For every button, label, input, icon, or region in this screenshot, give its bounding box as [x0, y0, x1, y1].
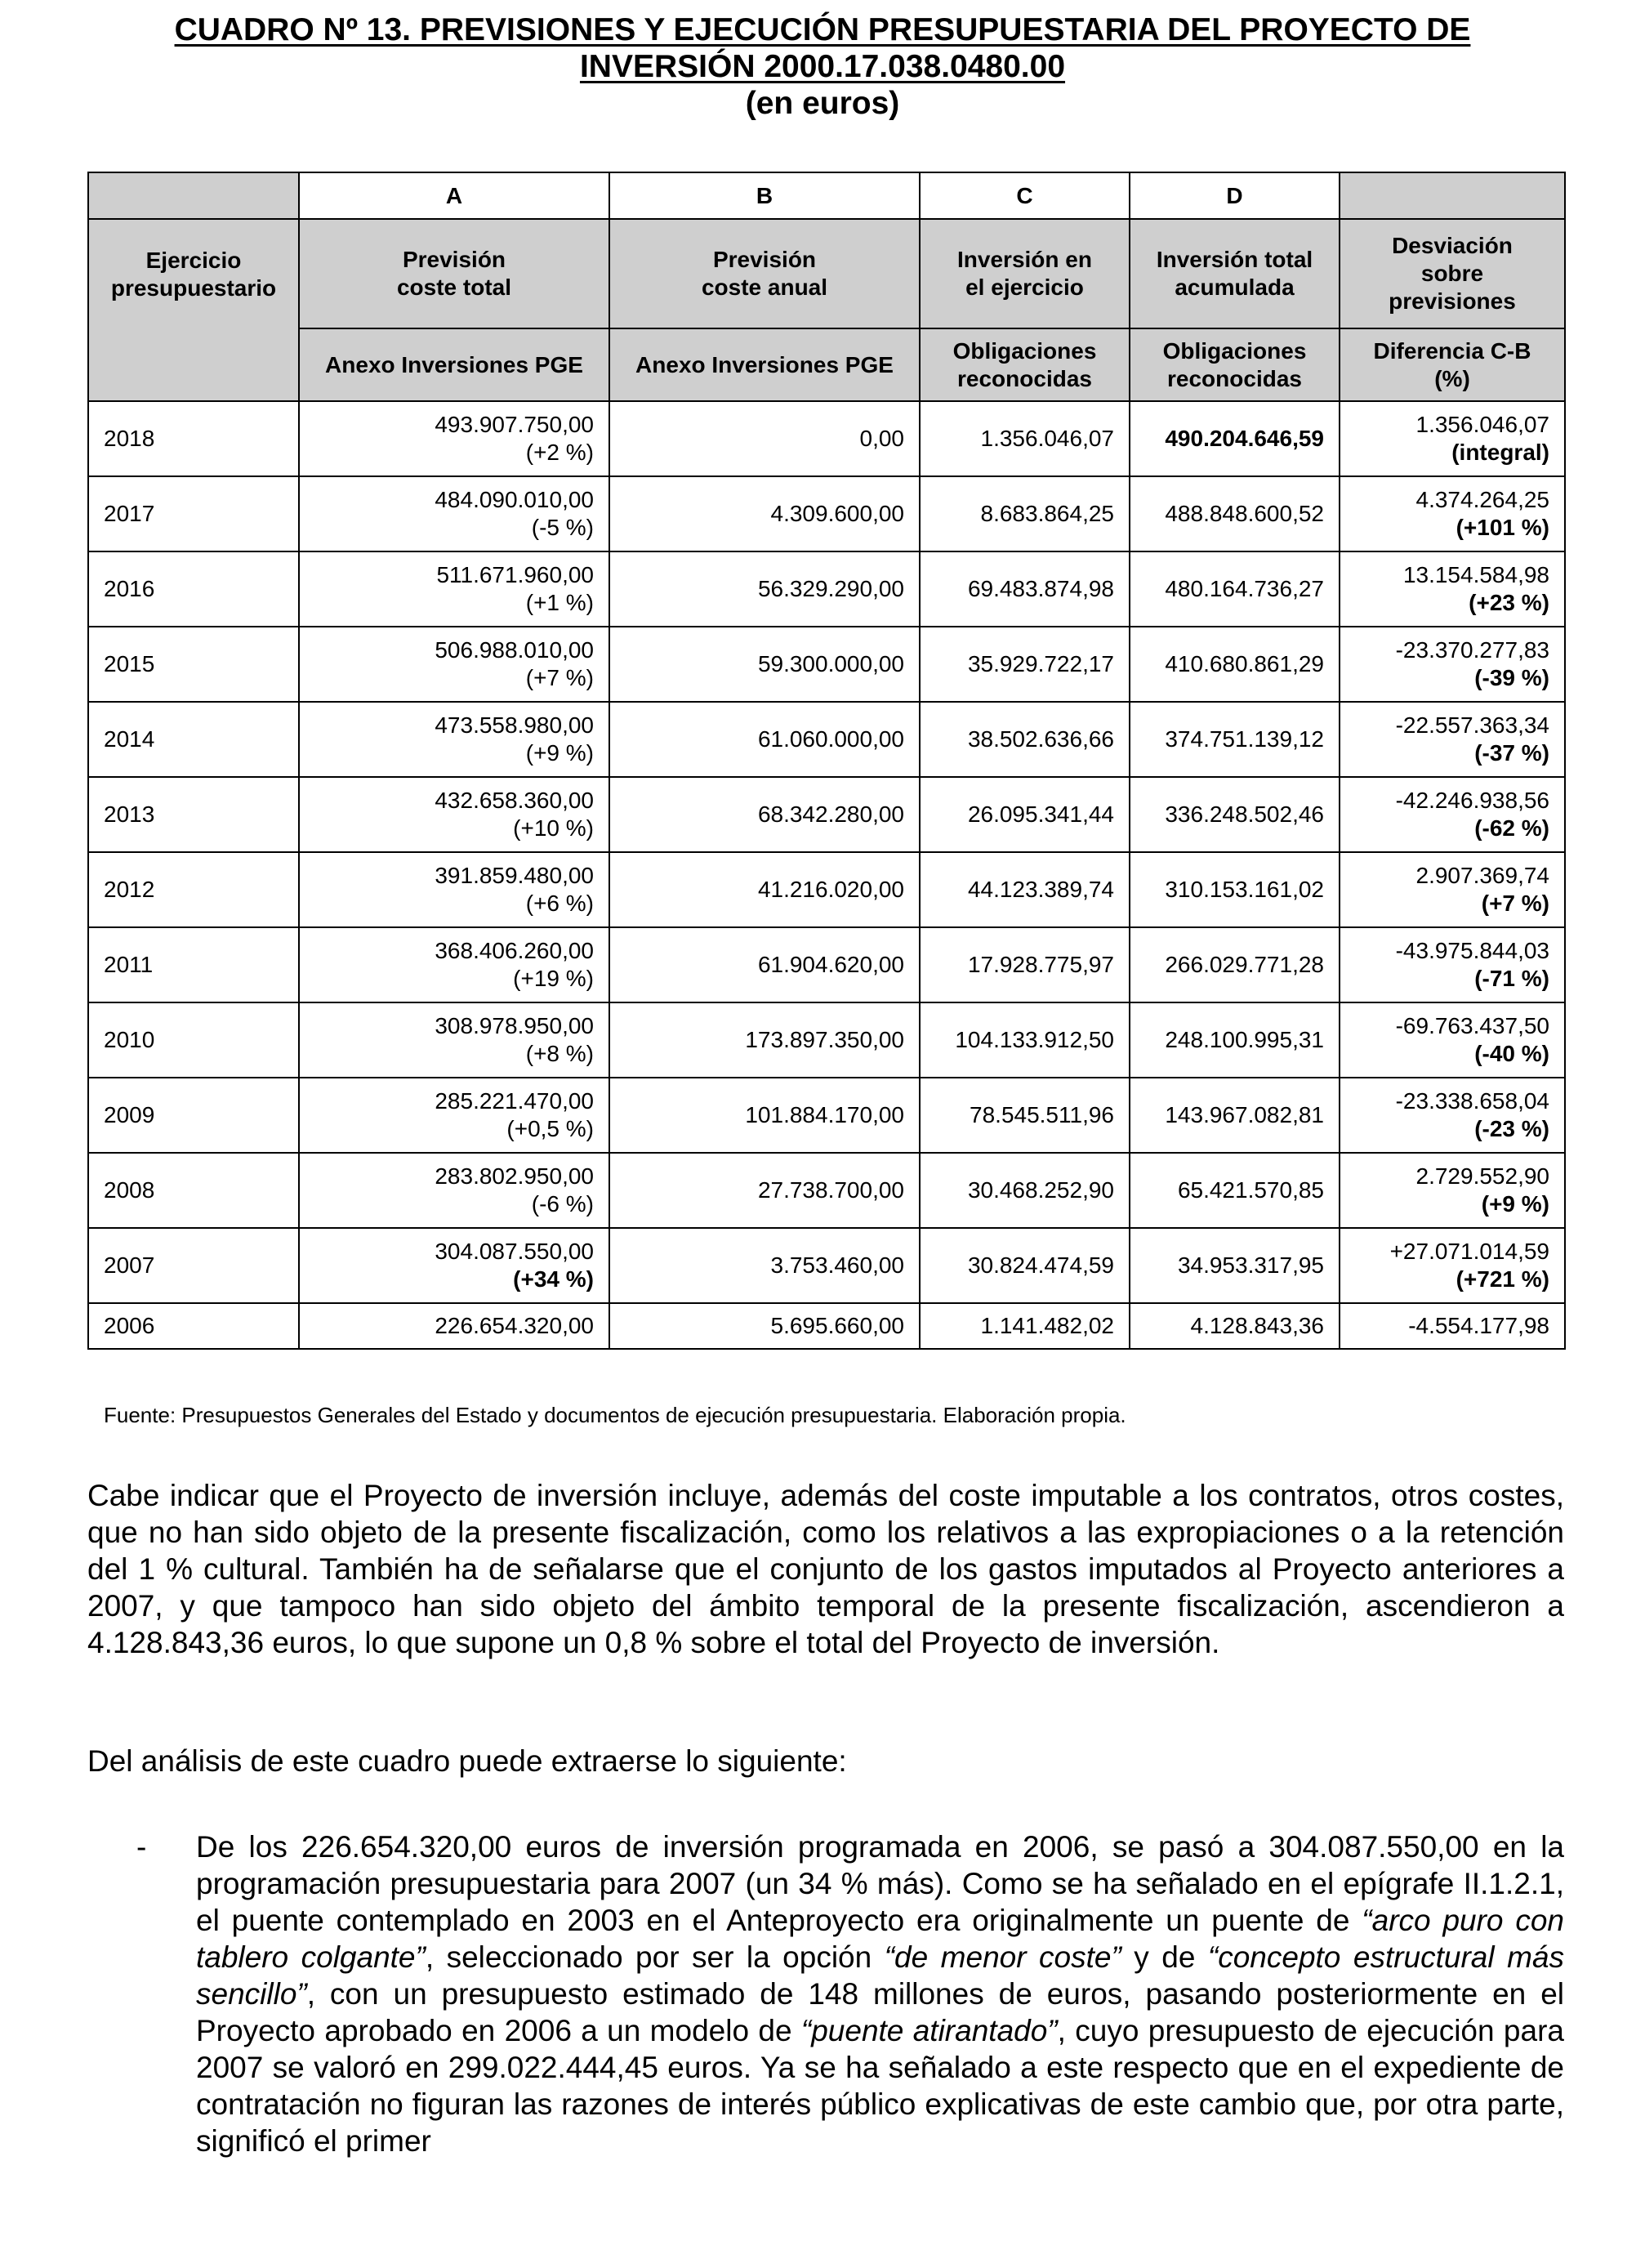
- header-inversion-ejercicio: Inversión en el ejercicio: [920, 219, 1130, 328]
- table-row: [88, 1078, 1565, 1153]
- year-cell: 2010: [88, 1002, 299, 1078]
- header-row: [88, 219, 1565, 328]
- inversion-ejercicio-cell: 104.133.912,50: [920, 1002, 1130, 1078]
- inversion-ejercicio-cell: 1.356.046,07: [920, 401, 1130, 476]
- inversion-ejercicio-cell: 26.095.341,44: [920, 777, 1130, 852]
- inversion-ejercicio-cell: 30.824.474,59: [920, 1228, 1130, 1303]
- table-row: [88, 476, 1565, 551]
- prevision-anual-cell: 59.300.000,00: [609, 627, 920, 702]
- title-line-1: CUADRO Nº 13. PREVISIONES Y EJECUCIÓN PRESUPUESTARIA DEL PROYECTO DE: [174, 12, 1471, 47]
- inversion-ejercicio-cell: 35.929.722,17: [920, 627, 1130, 702]
- inversion-acumulada-cell: 310.153.161,02: [1130, 852, 1340, 927]
- table-row: [88, 551, 1565, 627]
- paragraph-1: Cabe indicar que el Proyecto de inversión incluye, además del coste imputable a los contratos, otros costes, que no han sido objeto de la presente fiscalización, como los relativos a las expropiaciones o a la retención del 1 % cultural. También ha de señalarse que el conjunto de los gastos imputados al Proyecto anteriores a 2007, y que tampoco han sido objeto del ámbito temporal de la presente fiscalización, ascendieron a 4.128.843,36 euros, lo que supone un 0,8 % sobre el total del Proyecto de inversión.: [87, 1479, 1564, 1659]
- table-row: [88, 927, 1565, 1002]
- prevision-total-cell: 473.558.980,00 (+9 %): [299, 702, 609, 777]
- prevision-anual-cell: 5.695.660,00: [609, 1303, 920, 1349]
- desviacion-cell: -23.338.658,04 (-23 %): [1340, 1078, 1565, 1153]
- year-cell: 2011: [88, 927, 299, 1002]
- year-cell: 2007: [88, 1228, 299, 1303]
- prevision-anual-cell: 0,00: [609, 401, 920, 476]
- desviacion-cell: +27.071.014,59 (+721 %): [1340, 1228, 1565, 1303]
- desviacion-cell: -22.557.363,34 (-37 %): [1340, 702, 1565, 777]
- table-row: [88, 1303, 1565, 1349]
- prevision-anual-cell: 3.753.460,00: [609, 1228, 920, 1303]
- prevision-total-cell: 285.221.470,00 (+0,5 %): [299, 1078, 609, 1153]
- header-prevision-anual: Previsión coste anual: [609, 219, 920, 328]
- year-cell: 2008: [88, 1153, 299, 1228]
- inversion-acumulada-cell: 374.751.139,12: [1130, 702, 1340, 777]
- inversion-acumulada-cell: 65.421.570,85: [1130, 1153, 1340, 1228]
- subheader-e: Diferencia C-B (%): [1340, 328, 1565, 401]
- prevision-anual-cell: 41.216.020,00: [609, 852, 920, 927]
- inversion-ejercicio-cell: 38.502.636,66: [920, 702, 1130, 777]
- header-prevision-total: Previsión coste total: [299, 219, 609, 328]
- prevision-anual-cell: 56.329.290,00: [609, 551, 920, 627]
- prevision-total-cell: 484.090.010,00 (-5 %): [299, 476, 609, 551]
- table-row: [88, 777, 1565, 852]
- prevision-total-cell: 493.907.750,00 (+2 %): [299, 401, 609, 476]
- table-row: [88, 401, 1565, 476]
- prevision-anual-cell: 173.897.350,00: [609, 1002, 920, 1078]
- letter-cell-blank: [88, 172, 299, 219]
- inversion-acumulada-cell: 410.680.861,29: [1130, 627, 1340, 702]
- header-inversion-acumulada: Inversión total acumulada: [1130, 219, 1340, 328]
- bullet-text: De los 226.654.320,00 euros de inversión programada en 2006, se pasó a 304.087.550,00 en la programación presupuestaria para 2007 (un 34 % más). Como se ha señalado en el epígrafe II.1.2.1, el puente contemplado en 2003 en el Anteproyecto era originalmente un puente de “arco puro con tablero colgante”, seleccionado por ser la opción “de menor coste” y de “concepto estructural más sencillo”, con un presupuesto estimado de 148 millones de euros, pasando posteriormente en el Proyecto aprobado en 2006 a un modelo de “puente atirantado”, cuyo presupuesto de ejecución para 2007 se valoró en 299.022.444,45 euros. Ya se ha señalado a este respecto que en el expediente de contratación no figuran las razones de interés público explicativas de este cambio que, por otra parte, significó el primer: [196, 1830, 1564, 2158]
- subheader-b: Anexo Inversiones PGE: [609, 328, 920, 401]
- prevision-anual-cell: 101.884.170,00: [609, 1078, 920, 1153]
- inversion-acumulada-cell: 266.029.771,28: [1130, 927, 1340, 1002]
- table-row: [88, 1228, 1565, 1303]
- letter-cell-blank: [1340, 172, 1565, 219]
- inversion-acumulada-cell: 490.204.646,59: [1130, 401, 1340, 476]
- table-source-note: Fuente: Presupuestos Generales del Estado y documentos de ejecución presupuestaria. Elaboración propia.: [104, 1403, 1126, 1427]
- prevision-anual-cell: 4.309.600,00: [609, 476, 920, 551]
- desviacion-cell: -42.246.938,56 (-62 %): [1340, 777, 1565, 852]
- table-row: [88, 702, 1565, 777]
- table-row: [88, 1002, 1565, 1078]
- subheader-blank: [88, 328, 299, 401]
- year-cell: 2016: [88, 551, 299, 627]
- column-letters-row: [88, 172, 1565, 219]
- prevision-total-cell: 226.654.320,00: [299, 1303, 609, 1349]
- desviacion-cell: 13.154.584,98 (+23 %): [1340, 551, 1565, 627]
- prevision-anual-cell: 61.904.620,00: [609, 927, 920, 1002]
- prevision-total-cell: 391.859.480,00 (+6 %): [299, 852, 609, 927]
- prevision-total-cell: 308.978.950,00 (+8 %): [299, 1002, 609, 1078]
- inversion-ejercicio-cell: 44.123.389,74: [920, 852, 1130, 927]
- inversion-ejercicio-cell: 69.483.874,98: [920, 551, 1130, 627]
- desviacion-cell: -69.763.437,50 (-40 %): [1340, 1002, 1565, 1078]
- year-cell: 2018: [88, 401, 299, 476]
- desviacion-cell: 4.374.264,25 (+101 %): [1340, 476, 1565, 551]
- inversion-acumulada-cell: 480.164.736,27: [1130, 551, 1340, 627]
- desviacion-cell: 2.907.369,74 (+7 %): [1340, 852, 1565, 927]
- subheader-d: Obligaciones reconocidas: [1130, 328, 1340, 401]
- subheader-row: [88, 328, 1565, 401]
- desviacion-cell: -43.975.844,03 (-71 %): [1340, 927, 1565, 1002]
- prevision-total-cell: 432.658.360,00 (+10 %): [299, 777, 609, 852]
- bullet-dash: -: [136, 1830, 147, 1864]
- year-cell: 2014: [88, 702, 299, 777]
- document-title: [0, 11, 1645, 122]
- desviacion-cell: -23.370.277,83 (-39 %): [1340, 627, 1565, 702]
- header-desviacion: Desviación sobre previsiones: [1340, 219, 1565, 328]
- budget-table: [87, 172, 1566, 1350]
- subheader-c: Obligaciones reconocidas: [920, 328, 1130, 401]
- prevision-total-cell: 511.671.960,00 (+1 %): [299, 551, 609, 627]
- inversion-ejercicio-cell: 78.545.511,96: [920, 1078, 1130, 1153]
- letter-b: B: [609, 172, 920, 219]
- letter-a: A: [299, 172, 609, 219]
- inversion-acumulada-cell: 248.100.995,31: [1130, 1002, 1340, 1078]
- inversion-acumulada-cell: 34.953.317,95: [1130, 1228, 1340, 1303]
- table-row: [88, 627, 1565, 702]
- paragraph-2: Del análisis de este cuadro puede extraerse lo siguiente:: [87, 1744, 847, 1778]
- table-row: [88, 1153, 1565, 1228]
- prevision-anual-cell: 68.342.280,00: [609, 777, 920, 852]
- title-line-2: INVERSIÓN 2000.17.038.0480.00: [579, 49, 1066, 84]
- inversion-ejercicio-cell: 8.683.864,25: [920, 476, 1130, 551]
- desviacion-cell: 1.356.046,07 (integral): [1340, 401, 1565, 476]
- year-cell: 2012: [88, 852, 299, 927]
- letter-c: C: [920, 172, 1130, 219]
- prevision-total-cell: 283.802.950,00 (-6 %): [299, 1153, 609, 1228]
- year-cell: 2015: [88, 627, 299, 702]
- inversion-ejercicio-cell: 17.928.775,97: [920, 927, 1130, 1002]
- prevision-anual-cell: 27.738.700,00: [609, 1153, 920, 1228]
- prevision-anual-cell: 61.060.000,00: [609, 702, 920, 777]
- year-cell: 2013: [88, 777, 299, 852]
- title-unit: (en euros): [745, 86, 900, 121]
- prevision-total-cell: 304.087.550,00 (+34 %): [299, 1228, 609, 1303]
- inversion-acumulada-cell: 336.248.502,46: [1130, 777, 1340, 852]
- year-cell: 2017: [88, 476, 299, 551]
- year-cell: 2009: [88, 1078, 299, 1153]
- inversion-acumulada-cell: 143.967.082,81: [1130, 1078, 1340, 1153]
- inversion-ejercicio-cell: 1.141.482,02: [920, 1303, 1130, 1349]
- subheader-a: Anexo Inversiones PGE: [299, 328, 609, 401]
- year-cell: 2006: [88, 1303, 299, 1349]
- prevision-total-cell: 506.988.010,00 (+7 %): [299, 627, 609, 702]
- header-ejercicio: Ejercicio presupuestario: [88, 219, 299, 328]
- table-row: [88, 852, 1565, 927]
- inversion-acumulada-cell: 488.848.600,52: [1130, 476, 1340, 551]
- desviacion-cell: -4.554.177,98: [1340, 1303, 1565, 1349]
- desviacion-cell: 2.729.552,90 (+9 %): [1340, 1153, 1565, 1228]
- inversion-acumulada-cell: 4.128.843,36: [1130, 1303, 1340, 1349]
- inversion-ejercicio-cell: 30.468.252,90: [920, 1153, 1130, 1228]
- letter-d: D: [1130, 172, 1340, 219]
- prevision-total-cell: 368.406.260,00 (+19 %): [299, 927, 609, 1002]
